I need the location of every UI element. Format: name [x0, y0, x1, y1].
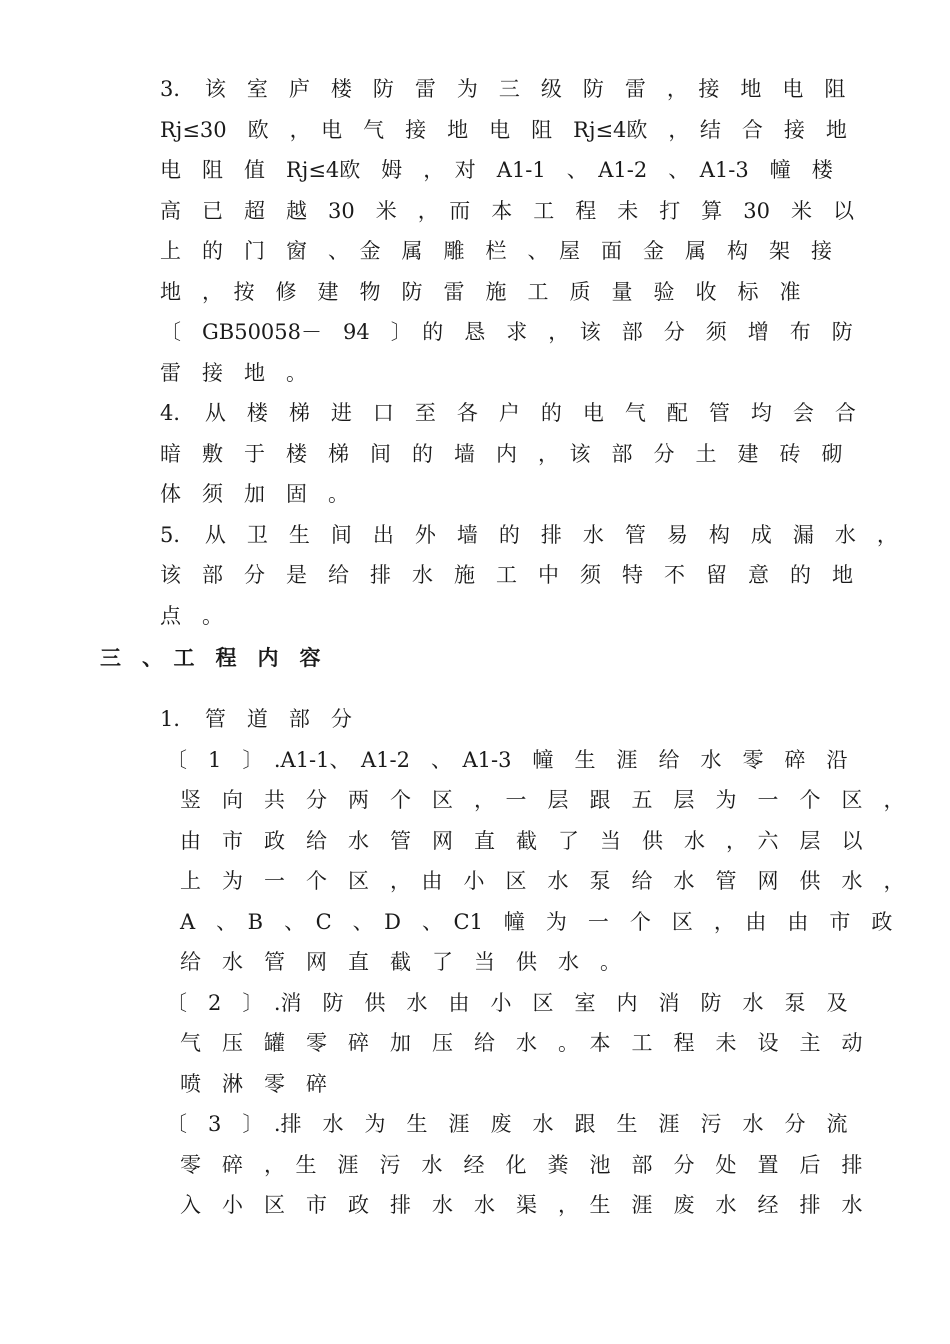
text-line: 上 为 一 个 区 ， 由 小 区 水 泵 给 水 管 网 供 水 ，: [180, 869, 905, 893]
text-line: 〔 GB50058－ 94 〕 的 恳 求 ， 该 部 分 须 增 布 防: [160, 320, 853, 344]
text-line: 气 压 罐 零 碎 加 压 给 水 。 本 工 程 未 设 主 动: [180, 1031, 863, 1055]
text-line: 入 小 区 市 政 排 水 水 渠 ， 生 涯 废 水 经 排 水: [180, 1193, 863, 1217]
section-heading: 三 、 工 程 内 容: [100, 646, 321, 670]
text-line: 上 的 门 窗 、 金 属 雕 栏 、 屋 面 金 属 构 架 接: [160, 239, 832, 263]
text-line: 由 市 政 给 水 管 网 直 截 了 当 供 水 ， 六 层 以: [180, 829, 863, 853]
text-line: 〔 3 〕 .排 水 为 生 涯 废 水 跟 生 涯 污 水 分 流: [166, 1112, 848, 1136]
text-line: 1． 管 道 部 分: [160, 707, 352, 731]
text-line: 该 部 分 是 给 排 水 施 工 中 须 特 不 留 意 的 地: [160, 563, 853, 587]
text-line: 4． 从 楼 梯 进 口 至 各 户 的 电 气 配 管 均 会 合: [160, 401, 856, 425]
text-line: A 、 B 、 C 、 D 、 C1 幢 为 一 个 区 ， 由 由 市 政: [180, 910, 893, 934]
text-line: 〔 1 〕 .A1-1、 A1-2 、 A1-3 幢 生 涯 给 水 零 碎 沿: [166, 748, 848, 772]
text-line: Rj≤30 欧 ， 电 气 接 地 电 阻 Rj≤4欧 ， 结 合 接 地: [160, 118, 847, 142]
text-line: 暗 敷 于 楼 梯 间 的 墙 内 ， 该 部 分 土 建 砖 砌: [160, 442, 843, 466]
text-line: 喷 淋 零 碎: [180, 1072, 327, 1096]
text-line: 高 已 超 越 30 米 ， 而 本 工 程 未 打 算 30 米 以: [160, 199, 854, 223]
text-line: 电 阻 值 Rj≤4欧 姆 ， 对 A1-1 、 A1-2 、 A1-3 幢 楼: [160, 158, 833, 182]
text-line: 体 须 加 固 。: [160, 482, 349, 506]
text-line: 雷 接 地 。: [160, 361, 307, 385]
text-line: 竖 向 共 分 两 个 区 ， 一 层 跟 五 层 为 一 个 区 ，: [180, 788, 905, 812]
text-line: 〔 2 〕 .消 防 供 水 由 小 区 室 内 消 防 水 泵 及: [166, 991, 848, 1015]
text-line: 5． 从 卫 生 间 出 外 墙 的 排 水 管 易 构 成 漏 水 ，: [160, 523, 898, 547]
text-line: 零 碎 ， 生 涯 污 水 经 化 粪 池 部 分 处 置 后 排: [180, 1153, 863, 1177]
text-line: 3． 该 室 庐 楼 防 雷 为 三 级 防 雷 ， 接 地 电 阻: [160, 77, 846, 101]
text-line: 给 水 管 网 直 截 了 当 供 水 。: [180, 950, 621, 974]
text-line: 点 。: [160, 604, 223, 628]
text-line: 地 ， 按 修 建 物 防 雷 施 工 质 量 验 收 标 准: [160, 280, 801, 304]
